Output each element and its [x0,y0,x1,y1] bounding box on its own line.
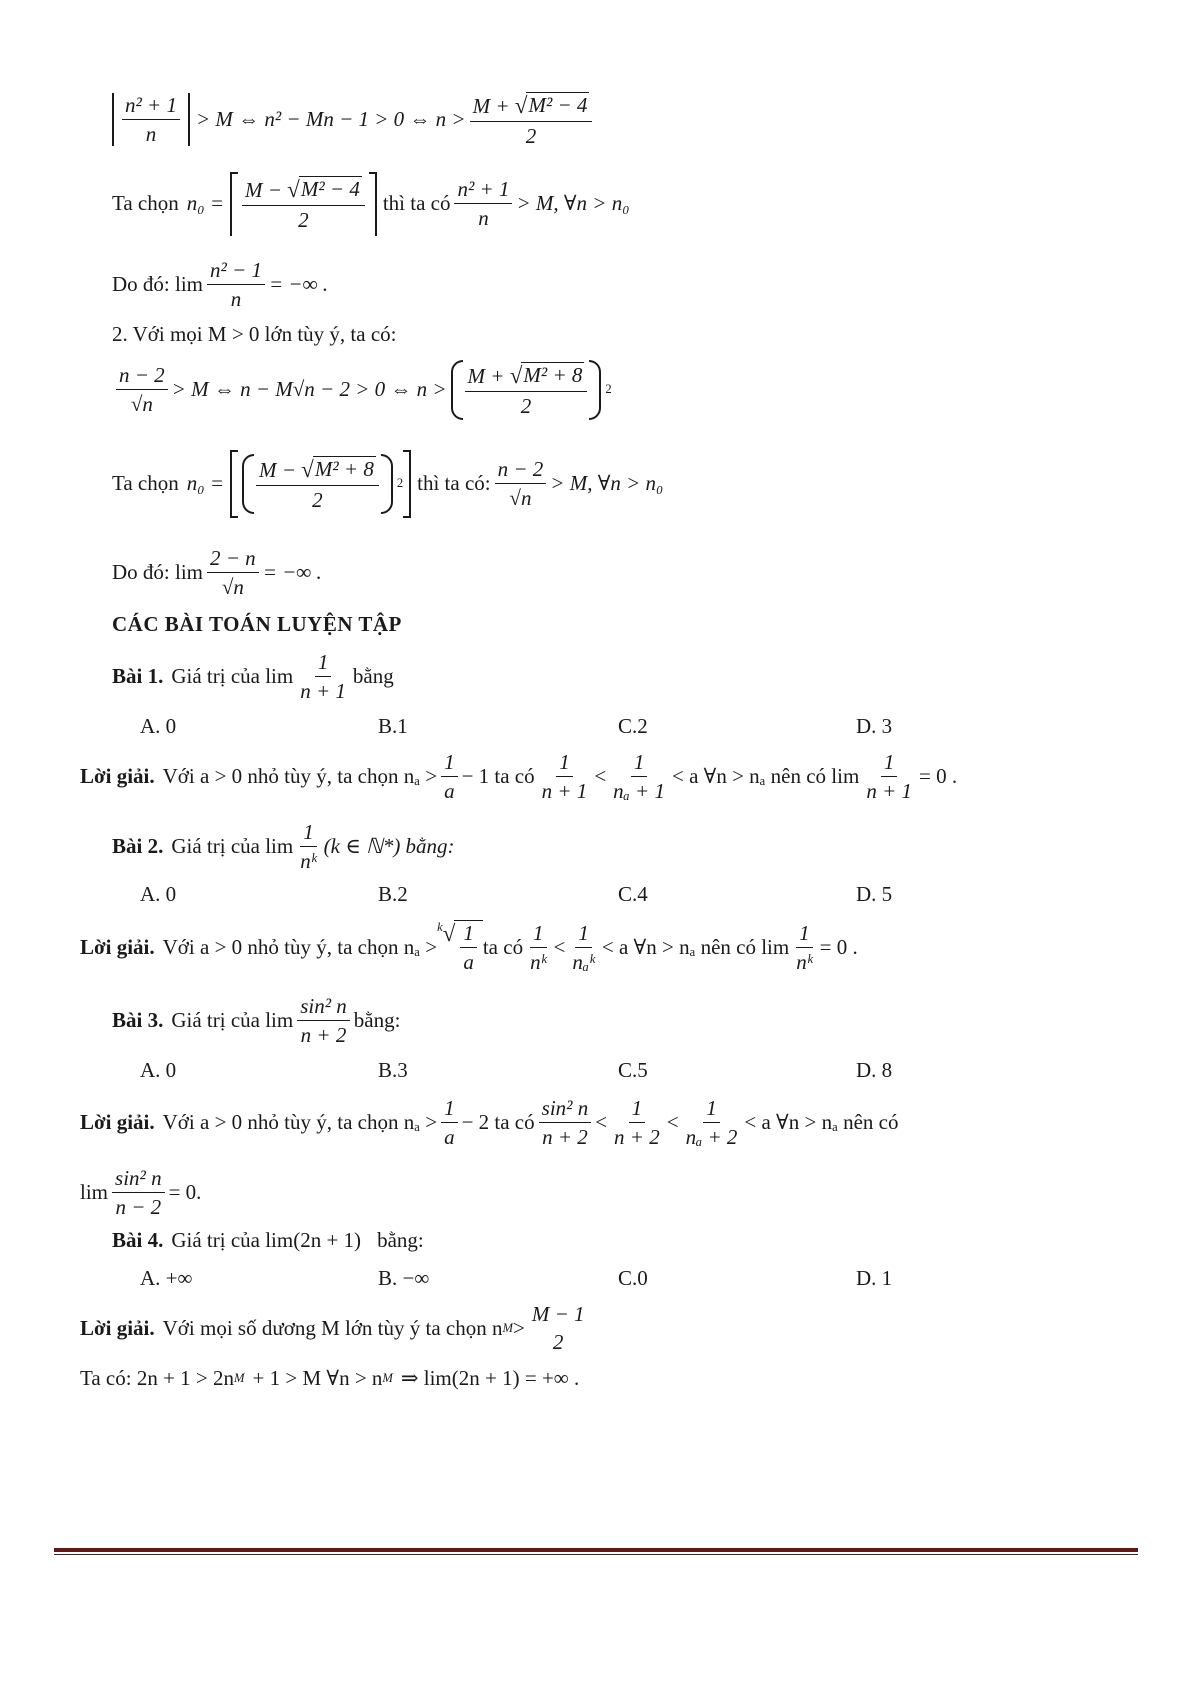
question-tail: bằng [352,664,394,689]
frac-num: sin² n [112,1166,165,1193]
sqrt-content: M² − 4 [528,93,588,117]
solution-line2-text: Ta có: 2n + 1 > 2n [80,1366,235,1390]
problem-1-question [112,650,394,703]
solution-end: = 0 . [819,934,858,959]
frac-num: 1 [300,820,317,847]
frac-num: 1 [460,921,477,948]
option-d: D. 5 [856,882,893,906]
solution-label: Lời giải. [80,1315,155,1340]
solution-text: Với a > 0 nhỏ tùy ý, ta chọn nₐ > [162,1110,438,1135]
sqrt-content: M² + 8 [314,457,374,481]
question-text: Giá trị của lim(2n + 1) [171,1228,362,1252]
proof2-intro [112,322,397,347]
problem-4-question [112,1228,424,1253]
option-c: C.2 [618,714,648,738]
footer-rule-thin [54,1554,1138,1555]
abs-value [112,93,190,146]
solution-fraction: M + √ M² − 4 2 [470,92,593,148]
frac-den: n + 2 [542,1125,588,1150]
lim-label: lim [80,1180,109,1205]
option-d: D. 8 [856,1058,893,1082]
frac-num: n² + 1 [454,177,512,204]
frac-den: n + 1 [300,679,346,704]
problem-label: Bài 1. [112,664,164,689]
solution-label: Lời giải. [80,934,155,959]
solution-label: Lời giải. [80,1110,155,1135]
solution-tail: < a ∀n > nₐ nên có [744,1110,899,1135]
frac-num: 1 [631,750,648,777]
frac-num: n² + 1 [122,93,180,120]
problem-3-question [112,994,400,1047]
frac-den: 2 [520,393,532,418]
problem-2-question [112,820,455,873]
option-a: A. +∞ [140,1266,193,1290]
solution-label: Lời giải. [80,764,155,789]
option-c: C.4 [618,882,648,906]
frac-den: a [444,1125,455,1150]
option-b: B. −∞ [378,1266,430,1290]
solution-text: Với a > 0 nhỏ tùy ý, ta chọn nₐ > [162,764,438,789]
frac-den: n + 2 [614,1125,660,1150]
frac-den: a [444,779,455,804]
problem-label: Bài 3. [112,1008,164,1033]
frac-den: √n [130,392,153,417]
solution-mid: − 1 ta có [461,764,535,789]
solution-text: Với a > 0 nhỏ tùy ý, ta chọn nₐ > [162,934,438,959]
option-d: D. 3 [856,714,893,738]
section-title-text: CÁC BÀI TOÁN LUYỆN TẬP [112,612,402,636]
subscript: M [234,1371,245,1385]
question-text: Giá trị của lim [171,1008,294,1033]
frac-num-text: M − [259,458,302,482]
frac-den: n + 1 [866,779,912,804]
frac-den: n [230,287,242,312]
frac-den: √n [509,486,532,511]
frac-num: 1 [315,650,332,677]
frac-den: nₐ + 1 [613,779,665,804]
frac-num-text: M − [245,178,288,202]
proof2-intro-text: 2. Với mọi M > 0 lớn tùy ý, ta có: [112,322,397,346]
problem-4-solution [80,1302,592,1354]
section-title [112,612,402,637]
root-index: k [437,920,443,934]
lt-sign: < [595,1110,608,1135]
solution-mid: ta có [482,934,524,959]
lt-sign: < [594,764,607,789]
option-c: C.5 [618,1058,648,1082]
frac-den: n − 2 [115,1195,162,1220]
frac-den: nₐᵏ [572,949,595,974]
lt-sign: < [666,1110,679,1135]
proof1-conclusion [112,258,328,311]
frac-num-text: M + [467,364,510,388]
frac-num: sin² n [539,1096,592,1123]
frac-den: n + 1 [541,779,588,804]
frac-num: M − 1 [531,1302,585,1326]
then-label: thì ta có [382,191,451,216]
frac-num: n − 2 [116,363,168,390]
option-b: B.3 [378,1058,408,1082]
paren-group: M + √ M² + 8 2 [451,360,602,420]
frac-den: n + 2 [300,1023,347,1048]
problem-2-solution [80,920,858,974]
frac-den: 2 [525,123,537,148]
n0-symbol: n₀ = [186,471,224,496]
frac-den: a [463,950,474,975]
sqrt-content: M² − 4 [300,177,360,201]
conclude-label: Do đó: lim [112,272,204,297]
option-a: A. 0 [140,882,177,906]
then-rhs: > M, ∀n > n₀ [516,191,630,216]
proof1-inequality [112,92,596,148]
proof2-choose [112,450,663,518]
inequality-text: > M ⇔ n² − Mn − 1 > 0 ⇔ n > [195,107,466,132]
frac-num: 1 [441,750,458,777]
frac-den: 2 [312,487,323,512]
subscript: M [382,1371,393,1385]
solution-line2-tail: + 1 > M ∀n > n [252,1366,383,1390]
option-a: A. 0 [140,1058,177,1082]
exponent: 2 [605,382,612,397]
proof2-conclusion [112,546,322,599]
frac-num: 1 [575,921,592,948]
frac-den: n [478,206,489,231]
frac-den: nₐ + 2 [685,1125,738,1150]
gt-sign: > [513,1315,525,1340]
frac-den: 2 [298,207,309,232]
problem-3-solution [80,1096,898,1149]
question-tail: bằng: [353,1008,401,1033]
frac-num: 1 [556,750,573,777]
frac-num: 1 [530,921,547,948]
frac-num: 1 [629,1096,646,1123]
then-rhs: > M, ∀n > n₀ [550,471,664,496]
problem-3-solution-line2 [80,1166,201,1219]
frac-num: 1 [703,1096,720,1123]
proof2-inequality [112,360,612,420]
sqrt-content: M² + 8 [523,363,583,387]
frac-num: 1 [796,921,813,948]
choose-label: Ta chọn [112,191,179,216]
question-text: Giá trị của lim [171,834,294,859]
conclude-label: Do đó: lim [112,560,204,585]
frac-num: 1 [441,1096,458,1123]
solution-tail: < a ∀n > nₐ nên có lim [671,764,860,789]
conclude-rhs: = −∞ . [262,560,322,585]
floor-bracket: M − √ M² − 4 2 [230,172,377,236]
solution-text: Với mọi số dương M lớn tùy ý ta chọn n [162,1315,503,1340]
question-tail: (k ∈ ℕ*) bằng: [323,834,455,859]
option-b: B.2 [378,882,408,906]
problem-label: Bài 4. [112,1228,164,1252]
solution-mid: − 2 ta có [461,1110,535,1135]
footer-rule [54,1548,1138,1555]
n0-symbol: n₀ = [186,191,224,216]
frac-num-text: M + [472,94,515,118]
solution-end: = 0 . [918,764,958,789]
floor-bracket: M − √ M² + 8 2 2 [230,450,411,518]
option-b: B.1 [378,714,408,738]
solution-line2-end: ⇒ lim(2n + 1) = +∞ . [400,1366,580,1390]
frac-den: nᵏ [300,849,317,874]
footer-rule-thick [54,1548,1138,1552]
option-d: D. 1 [856,1266,893,1290]
frac-den: nᵏ [796,949,813,974]
frac-den: nᵏ [530,949,547,974]
problem-label: Bài 2. [112,834,164,859]
frac-num: n − 2 [495,457,547,484]
frac-num: 1 [881,750,898,777]
frac-num: 2 − n [207,546,259,573]
solution-end: = 0. [168,1180,202,1205]
problem-1-solution [80,750,957,803]
kth-root: k √ $\frac{1}{a}$ [437,920,483,974]
lt-sign: < [553,934,566,959]
conclude-rhs: = −∞ . [268,272,329,297]
frac-den: √n [221,575,244,600]
question-tail: bằng: [377,1228,424,1252]
frac-den: n [145,122,157,147]
frac-den: 2 [552,1330,564,1355]
frac-num: n² − 1 [207,258,265,285]
option-a: A. 0 [140,714,177,738]
then-label: thì ta có: [417,471,491,496]
proof1-choose [112,172,630,236]
subscript: M [502,1320,513,1335]
frac-num: sin² n [297,994,350,1021]
question-text: Giá trị của lim [171,664,294,689]
choose-label: Ta chọn [112,471,179,496]
inequality-text: > M ⇔ n − M√n − 2 > 0 ⇔ n > [171,377,447,402]
solution-fraction [529,1302,588,1354]
problem-4-solution-line2 [80,1366,579,1391]
option-c: C.0 [618,1266,648,1290]
solution-tail: < a ∀n > nₐ nên có lim [601,934,790,959]
